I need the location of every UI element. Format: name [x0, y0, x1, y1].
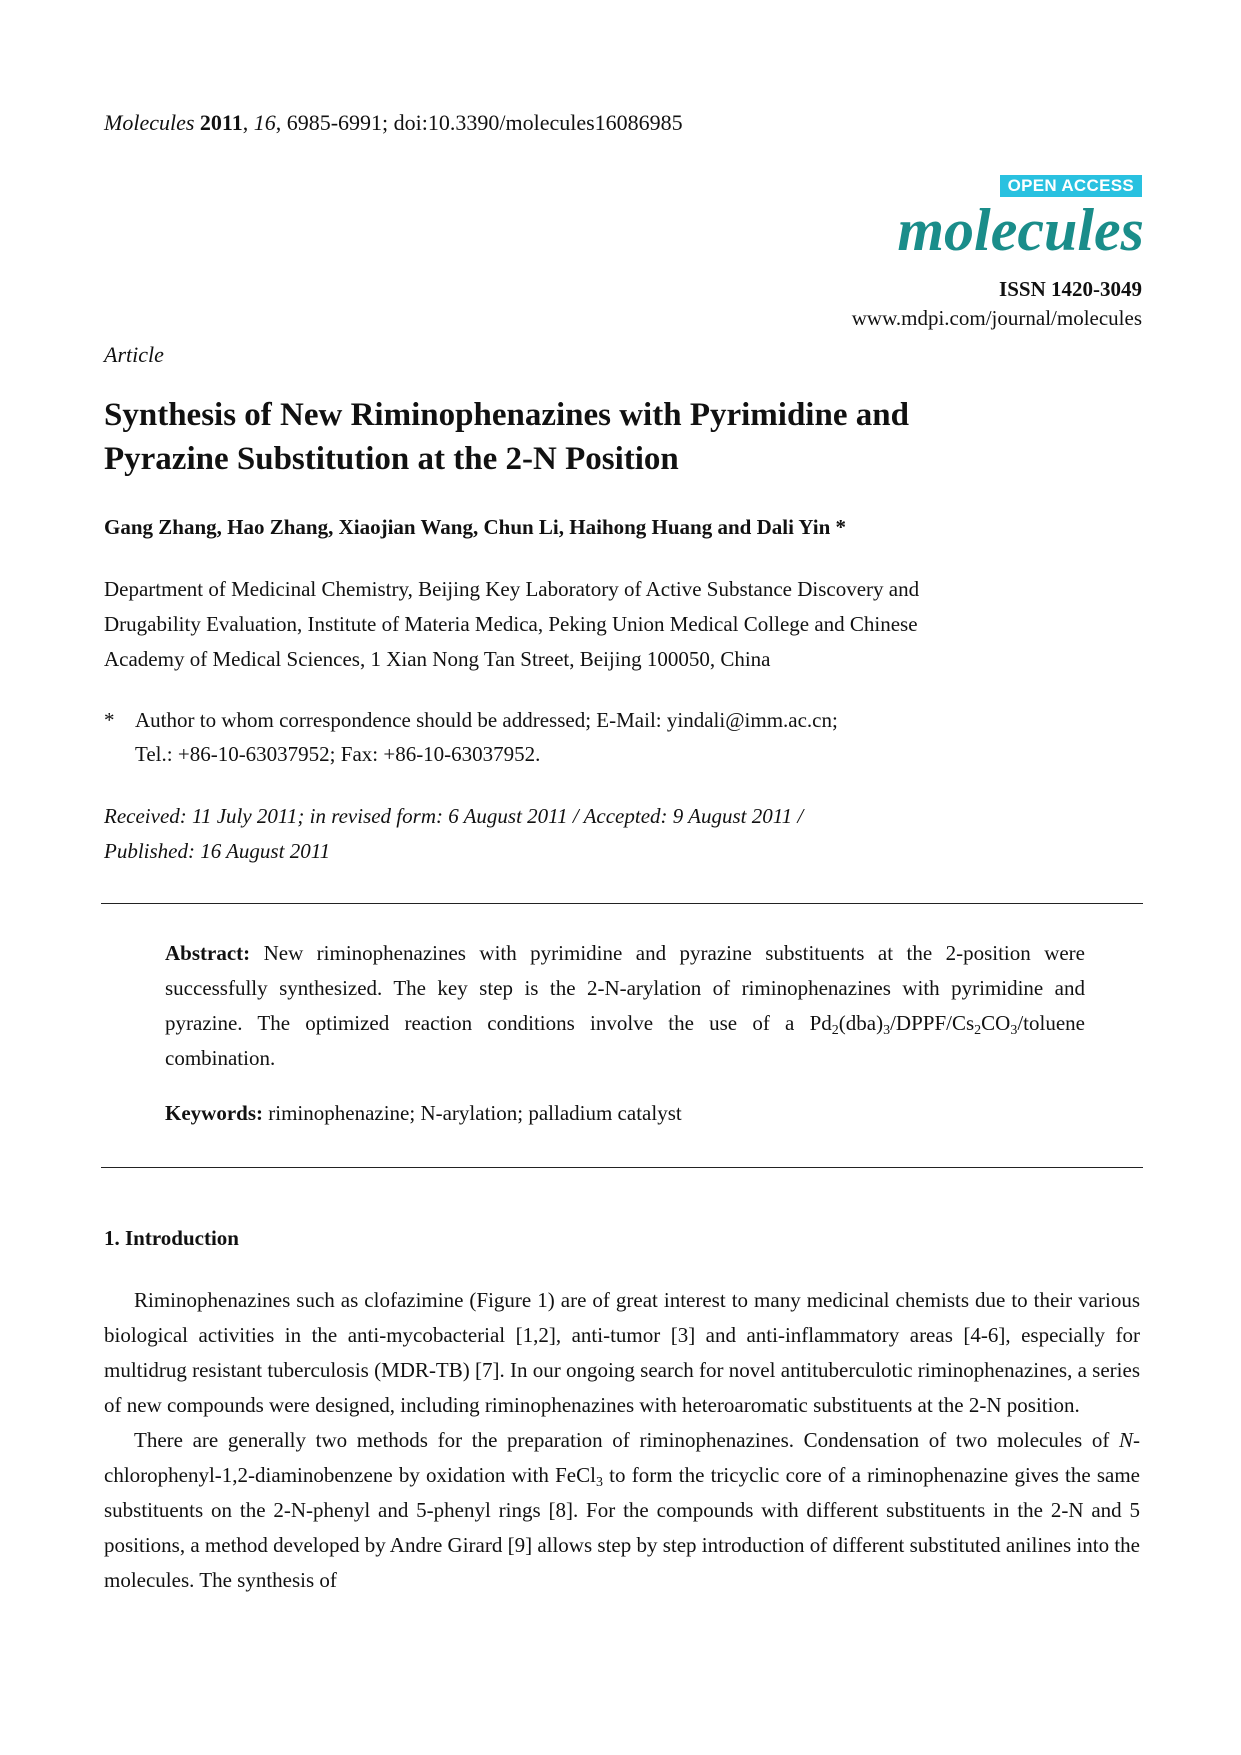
introduction-body — [104, 1283, 1140, 1598]
abstract-sub-4: 3 — [1010, 1023, 1018, 1038]
intro-p2-c: to form the tricyclic core of a riminophenazine gives the same substituents on the 2-N-phenyl and 5-phenyl rings [8]. For the compounds with different substituents in the 2-N and 5 positions, a method developed by Andre Girard [9] allows step by step introduction of different substituted anilines into the molecules. The synthesis of — [104, 1463, 1141, 1592]
keywords — [165, 1101, 682, 1126]
issn: ISSN 1420-3049 — [999, 277, 1142, 301]
author-list: Gang Zhang, Hao Zhang, Xiaojian Wang, Chun Li, Haihong Huang and Dali Yin * — [104, 515, 847, 539]
abstract-sub-2: 3 — [883, 1023, 891, 1038]
journal-logo: molecules — [897, 197, 1144, 263]
title-line-2: Pyrazine Substitution at the 2-N Position — [104, 441, 679, 477]
correspondence-note — [104, 703, 1144, 771]
journal-name: Molecules — [104, 110, 195, 135]
keywords-label: Keywords: — [165, 1101, 263, 1125]
abstract-text-b: (dba) — [838, 1011, 884, 1035]
intro-paragraph-2 — [104, 1423, 1140, 1598]
correspondence-line-2: Tel.: +86-10-63037952; Fax: +86-10-63037952. — [135, 742, 541, 766]
intro-paragraph-1: Riminophenazines such as clofazimine (Figure 1) are of great interest to many medicinal chemists due to their various biological activities in the anti-mycobacterial [1,2], anti-tumor [3] and anti-inflammatory areas [4-6], especially for multidrug resistant tuberculosis (MDR-TB) [7]. In our ongoing search for novel antituberculotic riminophenazines, a series of new compounds were designed, including riminophenazines with heteroaromatic substituents at the 2-N position. — [104, 1288, 1140, 1417]
divider-top — [101, 903, 1143, 904]
abstract-sub-1: 2 — [831, 1023, 839, 1038]
open-access-badge: OPEN ACCESS — [1000, 175, 1142, 197]
abstract-label: Abstract: — [165, 941, 251, 965]
journal-url: www.mdpi.com/journal/molecules — [851, 306, 1142, 330]
abstract-text-d: CO — [981, 1011, 1011, 1035]
citation-volume: 16 — [253, 110, 276, 135]
abstract — [165, 936, 1085, 1076]
intro-p2-sub: 3 — [595, 1475, 603, 1490]
correspondence-line-1: Author to whom correspondence should be addressed; E-Mail: yindali@imm.ac.cn; — [135, 708, 838, 732]
dates-line-2: Published: 16 August 2011 — [104, 839, 331, 863]
divider-bottom — [101, 1167, 1143, 1168]
keywords-text: riminophenazine; N-arylation; palladium catalyst — [263, 1101, 682, 1125]
affiliation — [104, 572, 1144, 677]
intro-p2-italic: N — [1118, 1428, 1133, 1452]
citation-pages-doi: , 6985-6991; doi:10.3390/molecules16086985 — [275, 110, 683, 135]
correspondence-star: * — [104, 708, 115, 732]
affiliation-line-1: Department of Medicinal Chemistry, Beijing Key Laboratory of Active Substance Discovery and — [104, 577, 920, 601]
publication-dates — [104, 799, 1144, 869]
abstract-text-a: New riminophenazines with pyrimidine and pyrazine substituents at the 2-position were successfully synthesized. The key step is the 2-N-arylation of riminophenazines with pyrimidine and pyrazine. The optimized reaction conditions involve the use of a Pd — [165, 941, 1085, 1035]
page-title — [104, 393, 1144, 481]
abstract-text-e: /toluene combination. — [165, 1011, 1085, 1070]
section-heading-introduction: 1. Introduction — [104, 1226, 239, 1250]
citation-line: Molecules 2011, 16, 6985-6991; doi:10.3390/molecules16086985 — [104, 110, 683, 135]
affiliation-line-3: Academy of Medical Sciences, 1 Xian Nong Tan Street, Beijing 100050, China — [104, 647, 771, 671]
dates-line-1: Received: 11 July 2011; in revised form: 6 August 2011 / Accepted: 9 August 2011 / — [104, 804, 804, 828]
intro-p2-b: -chlorophenyl-1,2-diaminobenzene by oxidation with FeCl — [104, 1428, 1140, 1487]
abstract-sub-3: 2 — [974, 1023, 982, 1038]
intro-p2-a: There are generally two methods for the preparation of riminophenazines. Condensation of two molecules of — [134, 1428, 1119, 1452]
abstract-text-c: /DPPF/Cs — [890, 1011, 975, 1035]
title-line-1: Synthesis of New Riminophenazines with Pyrimidine and — [104, 397, 909, 433]
affiliation-line-2: Drugability Evaluation, Institute of Materia Medica, Peking Union Medical College and Chinese — [104, 612, 918, 636]
article-type: Article — [104, 342, 164, 367]
citation-year: 2011 — [199, 110, 243, 135]
